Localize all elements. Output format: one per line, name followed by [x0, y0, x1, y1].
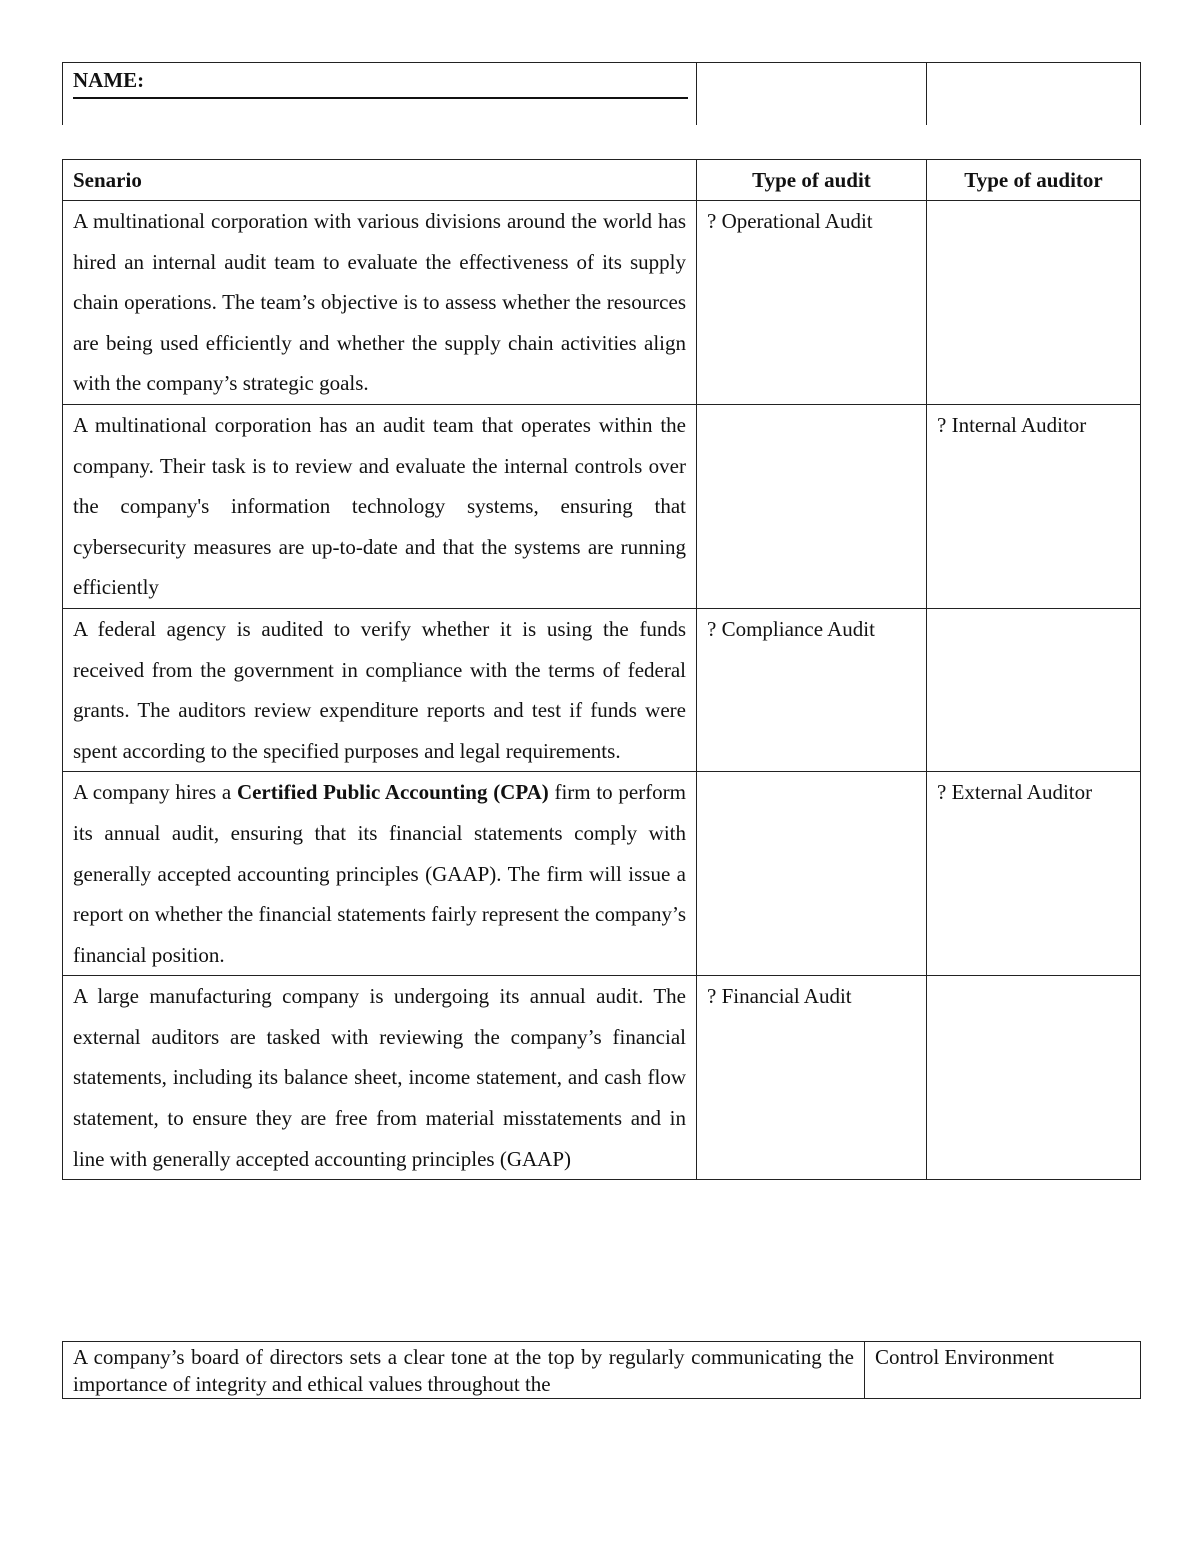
name-extra-cell-2 [927, 63, 1141, 126]
table-row [63, 201, 1141, 405]
table-row [63, 1342, 1141, 1399]
scenario-cell: A multinational corporation with various divisions around the world has hired an internal audit team to evaluate the effectiveness of its supply chain operations. The team’s objective is to assess whether the resources are being used efficiently and whether the supply chain activities align with the company’s strategic goals. [63, 201, 697, 405]
name-underline [73, 93, 688, 99]
audit-type-cell[interactable] [697, 404, 927, 608]
scenario-cell [63, 772, 697, 976]
table-row [63, 976, 1141, 1180]
name-table [62, 62, 1141, 125]
table-row [63, 404, 1141, 608]
auditor-type-cell[interactable]: ? External Auditor [927, 772, 1141, 976]
auditor-type-cell[interactable]: ? Internal Auditor [927, 404, 1141, 608]
scenario-cell: A large manufacturing company is undergoing its annual audit. The external auditors are tasked with reviewing the company’s financial statements, including its balance sheet, income statement, and cash flow statement, to ensure they are free from material misstatements and in line with generally accepted accounting principles (GAAP) [63, 976, 697, 1180]
control-answer-cell[interactable]: Control Environment [865, 1342, 1141, 1399]
audit-type-cell[interactable]: ? Compliance Audit [697, 608, 927, 771]
header-scenario: Senario [63, 160, 697, 201]
table-row [63, 772, 1141, 976]
scenario-text: firm to perform its annual audit, ensuring that its financial statements comply with generally accepted accounting principles (GAAP). The firm will issue a report on whether the financial statements fairly represent the company’s financial position. [73, 780, 687, 967]
audit-type-cell[interactable]: ? Operational Audit [697, 201, 927, 405]
table-row [63, 608, 1141, 771]
audit-type-cell[interactable]: ? Financial Audit [697, 976, 927, 1180]
control-scenario-text: A company’s board of directors sets a clear tone at the top by regularly communicating the importance of integrity and ethical values throughout the [73, 1345, 854, 1396]
control-table [62, 1341, 1141, 1399]
scenario-bold-text: Certified Public Accounting (CPA) [236, 780, 549, 805]
name-extra-cell-1 [697, 63, 927, 126]
auditor-type-cell[interactable] [927, 201, 1141, 405]
scenario-text: A company hires a [73, 780, 237, 805]
auditor-type-cell[interactable] [927, 608, 1141, 771]
scenario-cell: A federal agency is audited to verify whether it is using the funds received from the government in compliance with the terms of federal grants. The auditors review expenditure reports and test if funds were spent according to the specified purposes and legal requirements. [63, 608, 697, 771]
scenario-cell: A multinational corporation has an audit team that operates within the company. Their task is to review and evaluate the internal controls over the company's information technology systems, ensuring that cybersecurity measures are up-to-date and that the systems are running efficiently [63, 404, 697, 608]
audit-table [62, 159, 1141, 1180]
header-type-of-auditor: Type of auditor [927, 160, 1141, 201]
table-header-row [63, 160, 1141, 201]
header-type-of-audit: Type of audit [697, 160, 927, 201]
control-scenario-cell [63, 1342, 865, 1399]
auditor-type-cell[interactable] [927, 976, 1141, 1180]
audit-type-cell[interactable] [697, 772, 927, 976]
name-label: NAME: [73, 68, 145, 92]
name-cell[interactable] [63, 63, 697, 126]
